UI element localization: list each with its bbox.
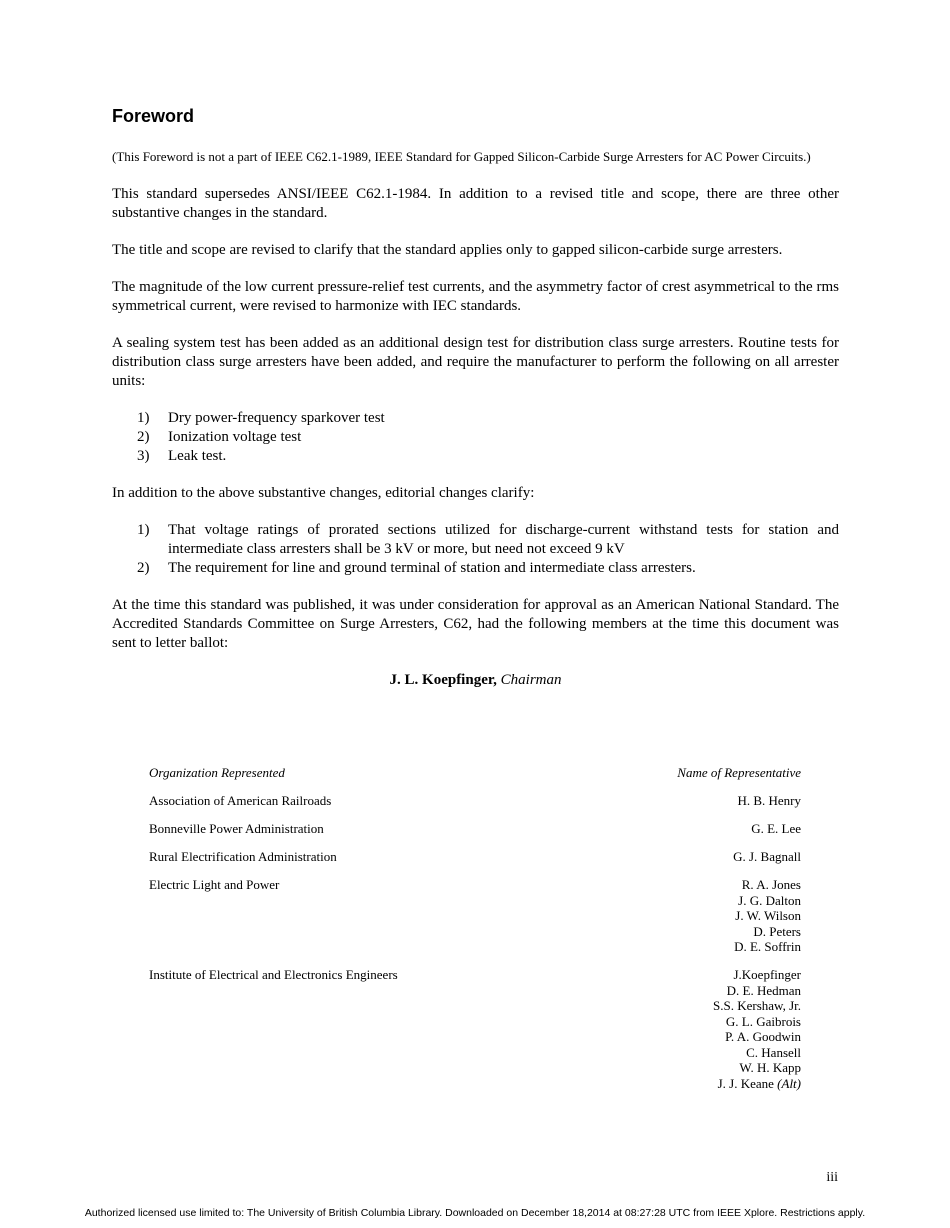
organization-name: Association of American Railroads <box>149 793 332 808</box>
table-row <box>149 967 801 1091</box>
representative-name: G. J. Bagnall <box>733 849 801 864</box>
representative-name: G. L. Gaibrois <box>725 1013 801 1029</box>
representative-name-alt <box>713 1076 801 1092</box>
page-title: Foreword <box>112 106 195 126</box>
paragraph-editorial-intro: In addition to the above substantive changes, editorial changes clarify: <box>112 485 535 501</box>
representative-name: D. E. Soffrin <box>734 939 801 954</box>
foreword-note: (This Foreword is not a part of IEEE C62.1-1989, IEEE Standard for Gapped Silicon-Carbide Surge Arresters for AC Power Circuits.) <box>112 149 811 164</box>
representative-name: J. J. Keane <box>717 1075 774 1091</box>
paragraph-title-scope: The title and scope are revised to clarify that the standard applies only to gapped silicon-carbide surge arresters. <box>112 242 783 258</box>
organization-name: Bonneville Power Administration <box>149 821 324 836</box>
list-item <box>112 447 839 466</box>
list-item-text: That voltage ratings of prorated sections utilized for discharge-current withstand tests for station and intermediate class arresters shall be 3 kV or more, but need not exceed 9 kV <box>168 522 839 557</box>
representative-name: J. G. Dalton <box>738 892 801 908</box>
chairman-role: Chairman <box>500 672 562 688</box>
list-item-text: Dry power-frequency sparkover test <box>168 410 385 426</box>
rep-column-header: Name of Representative <box>677 765 801 780</box>
list-item-number: 3) <box>137 448 150 464</box>
table-row <box>149 877 801 955</box>
org-column-header: Organization Represented <box>149 765 285 780</box>
representative-name: H. B. Henry <box>737 793 801 808</box>
list-item-number: 2) <box>137 429 150 445</box>
paragraph-closing: At the time this standard was published, it was under consideration for approval as an American National Standard. The Accredited Standards Committee on Surge Arresters, C62, had the following members at the time this document was sent to letter ballot: <box>112 597 839 651</box>
list-item-text: Leak test. <box>168 448 227 464</box>
list-item <box>112 428 839 447</box>
list-item <box>112 409 839 428</box>
representative-name: J.Koepfinger <box>733 967 801 982</box>
page-number: iii <box>826 1170 838 1185</box>
list-item-text: The requirement for line and ground terminal of station and intermediate class arresters. <box>168 560 696 576</box>
representative-name: G. E. Lee <box>751 821 801 836</box>
list-item <box>112 521 839 559</box>
representatives <box>733 849 801 865</box>
representative-name: D. E. Hedman <box>726 982 801 998</box>
license-footer: Authorized licensed use limited to: The University of British Columbia Library. Downloaded on December 18,2014 at 08:27:28 UTC from IEEE Xplore. Restrictions apply. <box>84 1207 866 1219</box>
paragraph-magnitude: The magnitude of the low current pressure-relief test currents, and the asymmetry factor of crest asymmetrical to the rms symmetrical current, were revised to harmonize with IEC standards. <box>112 279 839 314</box>
organization-name: Rural Electrification Administration <box>149 849 337 864</box>
routine-tests-list <box>112 409 839 466</box>
representative-name: J. W. Wilson <box>735 908 801 923</box>
representative-name: R. A. Jones <box>741 877 801 892</box>
representatives <box>751 821 801 837</box>
list-item-number: 1) <box>137 410 150 426</box>
table-row <box>149 793 801 809</box>
representative-name: C. Hansell <box>746 1044 801 1060</box>
representative-name: W. H. Kapp <box>739 1060 801 1075</box>
foreword-page <box>112 104 839 690</box>
organization-name: Electric Light and Power <box>149 877 280 892</box>
list-item-number: 2) <box>137 560 150 576</box>
chairman-name: J. L. Koepfinger, <box>389 672 497 688</box>
representative-name: S.S. Kershaw, Jr. <box>713 998 801 1013</box>
chairman-line <box>112 671 839 690</box>
members-table <box>149 765 801 1104</box>
list-item-text: Ionization voltage test <box>168 429 302 445</box>
alternate-marker: (Alt) <box>777 1075 801 1091</box>
organization-name: Institute of Electrical and Electronics Engineers <box>149 967 398 982</box>
members-table-header <box>149 765 801 781</box>
representative-name: P. A. Goodwin <box>725 1029 801 1044</box>
paragraph-supersedes: This standard supersedes ANSI/IEEE C62.1-1984. In addition to a revised title and scope, there are three other substantive changes in the standard. <box>112 186 839 221</box>
list-item <box>112 559 839 578</box>
list-item-number: 1) <box>137 522 150 538</box>
representative-name: D. Peters <box>753 923 801 939</box>
table-row <box>149 821 801 837</box>
editorial-changes-list <box>112 521 839 578</box>
table-row <box>149 849 801 865</box>
representatives <box>737 793 801 809</box>
paragraph-sealing-test: A sealing system test has been added as an additional design test for distribution class surge arresters. Routine tests for distribution class surge arresters have been added, and require the manufacturer to perform the following on all arrester units: <box>112 335 839 389</box>
representatives <box>734 877 801 955</box>
representatives <box>713 967 801 1091</box>
